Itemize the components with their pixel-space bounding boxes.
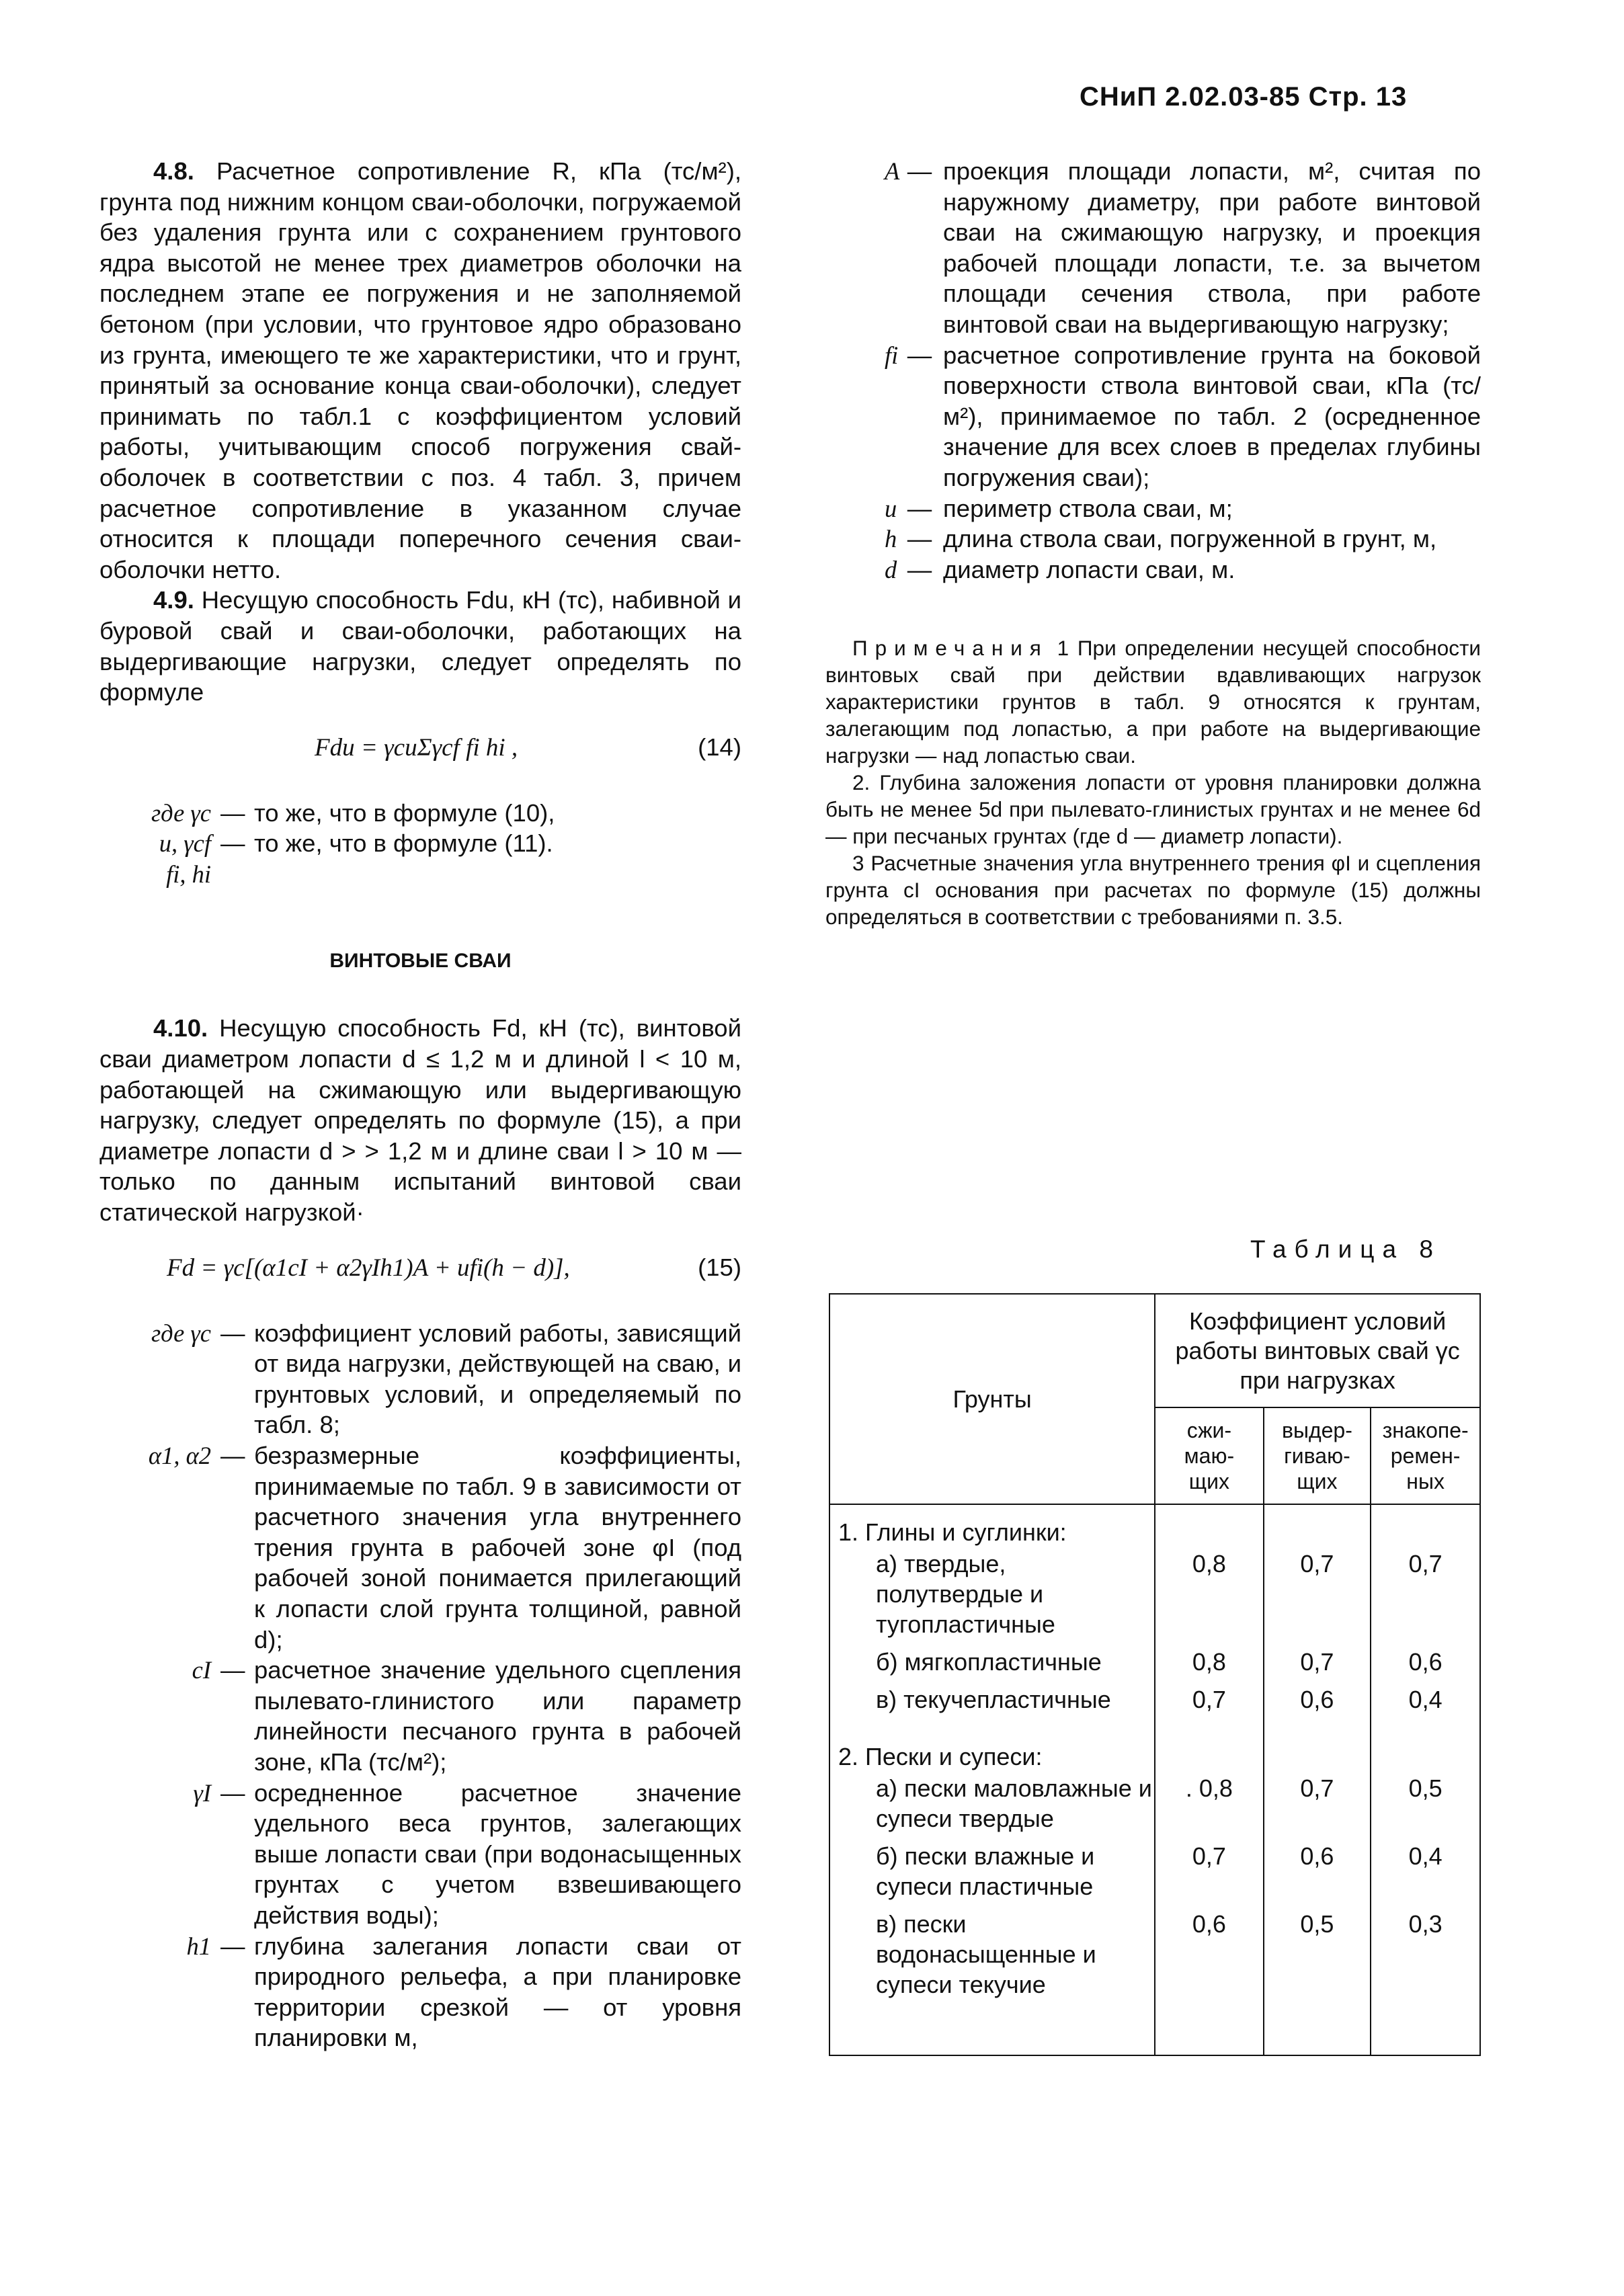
formula-expression: Fd = γc[(α1cI + α2γIh1)A + ufi(h − d)], [167,1254,570,1282]
formula-15 [99,1254,741,1294]
subheader-compressive: сжи- маю- щих [1155,1407,1263,1504]
definition-row [825,555,1481,585]
definition-row [99,828,741,859]
definition-text: безразмерные коэффициенты, принимаемые по табл. 9 в зависимости от расчетного значения угла внутреннего трения грунта в рабочей зоне φI (под рабочей зоной понимается прилегающий к лопасти слой грунта толщиной, равной d); [254,1442,741,1653]
empty-cell [1264,2006,1371,2055]
coefficient-value: 0,6 [1371,1646,1480,1684]
clause-number: 4.9. [153,586,194,614]
table-row [829,1840,1480,1908]
definition-symbol: u [885,494,897,522]
table-spacer [829,1721,1480,1741]
note-3: 3 Расчетные значения угла внутреннего трения φI и сцепления грунта cI основания при расчетах по формуле (15) должны определяться в соответствии с требованиями п. 3.5. [825,851,1481,930]
coefficient-value: 0,5 [1264,1908,1371,2006]
paragraph-4-9 [99,585,741,707]
definition-text: диаметр лопасти сваи, м. [943,555,1235,583]
definition-symbol: u, γcf [159,829,211,858]
soil-type: в) текучепластичные [876,1686,1111,1713]
definition-dash: — [907,157,932,185]
row-label [829,1908,1155,2006]
soil-type: б) мягкопластичные [876,1648,1102,1676]
definition-dash: — [907,341,932,369]
empty-cell [829,2006,1155,2055]
table-body [829,1504,1480,2055]
definition-text: коэффициент условий работы, зависящий от вида нагрузки, действующей на сваю, и грунтовых условий, и определяемый по табл. 8; [254,1319,741,1439]
empty-cell [1264,1504,1371,1548]
empty-cell [1264,1741,1371,1772]
subheader-pullout: выдер- гиваю- щих [1264,1407,1371,1504]
definition-row [99,1440,741,1655]
definition-row [99,1318,741,1440]
definition-text: длина ствола сваи, погруженной в грунт, м, [943,525,1437,553]
definition-dash: — [220,1932,245,1960]
table-spacer [829,2006,1480,2055]
row-label [829,1772,1155,1840]
notes [825,634,1481,930]
coefficient-value: 0,4 [1371,1840,1480,1908]
table-row [829,1684,1480,1721]
formula-number: (14) [698,733,741,761]
paragraph-text: Расчетное сопротивление R, кПа (тс/м²), грунта под нижним концом сваи-оболочки, погружаемой без удаления грунта или с сохранением грунтового ядра высотой не менее трех диаметров оболочки на последнем этапе ее погружения и не заполняемой бетоном (при условии, что грунтовое ядро образовано из грунта, имеющего те же характеристики, что и грунт, принятый за основание конца сваи-оболочки), следует принимать по табл.1 с коэффициентом условий работы, учитывающим способ погружения свай-оболочек в соответствии с поз. 4 табл. 3, причем расчетное сопротивление в указанном случае относится к площади поперечного сечения сваи-оболочки нетто. [99,157,741,583]
table-row [829,1548,1480,1646]
empty-cell [1371,2006,1480,2055]
definition-dash: — [220,829,245,858]
definition-text: проекция площади лопасти, м², считая по наружному диаметру, при работе винтовой сваи на сжимающую нагрузку, и проекция рабочей площади лопасти, т.е. за вычетом площади сечения ствола, при работе винтовой сваи на выдергивающую нагрузку; [943,157,1481,338]
coefficient-value: 0,8 [1155,1548,1263,1646]
definition-symbol: d [885,555,897,583]
soil-type: б) пески влажные и супеси пластичные [876,1842,1095,1900]
soil-type: в) пески водонасыщенные и супеси текучие [876,1910,1096,1998]
paragraph-text: Несущую способность Fd, кН (тс), винтовой сваи диаметром лопасти d ≤ 1,2 м и длиной l < 10 м, работающей на сжимающую или выдергивающую нагрузку, следует определять по формуле (15), а при диаметре лопасти d > > 1,2 м и длине сваи l > 10 м — только по данным испытаний винтовой сваи статической нагрузкой· [99,1014,741,1227]
coefficient-value: . 0,8 [1155,1772,1263,1840]
table-group-row [829,1741,1480,1772]
coefficient-value: 0,7 [1155,1840,1263,1908]
definition-symbol: γI [193,1778,211,1807]
clause-number: 4.8. [153,157,194,185]
row-label [829,1646,1155,1684]
definition-text: расчетное сопротивление грунта на боковой поверхности ствола винтовой сваи, кПа (тс/м²), принимаемое по табл. 2 (осредненное значение для всех слоев в пределах глубины погружения сваи); [943,341,1481,491]
definition-symbol: h [885,525,897,553]
coefficient-value: 0,5 [1371,1772,1480,1840]
definition-text: периметр ствола сваи, м; [943,494,1233,522]
definition-text: то же, что в формуле (10), [254,798,555,827]
coefficient-value: 0,8 [1155,1646,1263,1684]
definition-row [99,1778,741,1931]
coefficient-value: 0,7 [1264,1548,1371,1646]
row-label [829,1840,1155,1908]
coefficient-value: 0,7 [1264,1646,1371,1684]
definition-text [254,859,741,890]
definition-symbol: cI [192,1656,211,1684]
empty-cell [1264,1721,1371,1741]
coefficient-value: 0,4 [1371,1684,1480,1721]
definition-text: расчетное значение удельного сцепления пылевато-глинистого или параметр линейности песчаного грунта в рабочей зоне, кПа (тс/м²); [254,1656,741,1776]
definition-symbol: где γc [151,1319,211,1347]
coefficient-value: 0,6 [1264,1840,1371,1908]
formula-14-definitions [99,798,741,890]
formula-expression: Fdu = γcuΣγcf fi hi , [315,733,518,762]
group-label: 1. Глины и суглинки: [829,1504,1155,1548]
column-header-coefficient: Коэффициент условий работы винтовых свай γc при нагрузках [1155,1294,1480,1407]
group-label: 2. Пески и супеси: [829,1741,1155,1772]
notes-label: Примечания [852,636,1049,661]
paragraph-4-8 [99,156,741,585]
definition-row [99,859,741,890]
empty-cell [1371,1504,1480,1548]
row-label [829,1548,1155,1646]
definition-text: глубина залегания лопасти сваи от природного рельефа, а при планировке территории срезкой — от уровня планировки м, [254,1932,741,2052]
table-row [829,1772,1480,1840]
section-title: ВИНТОВЫЕ СВАИ [329,950,512,973]
column-header-soil: Грунты [829,1294,1155,1504]
coefficient-value: 0,7 [1371,1548,1480,1646]
note-text: 1 При определении несущей способности винтовых свай при действии вдавливающих нагрузок характеристики грунтов в табл. 9 относятся к грунтам, залегающим под лопастью, а при работе на выдергивающие нагрузки — над лопастью сваи. [825,636,1481,768]
definition-dash: — [907,525,932,553]
definition-dash: — [220,1778,245,1807]
note-1 [825,634,1481,769]
definition-row [99,1655,741,1777]
soil-type: а) твердые, полутвердые и тугопластичные [876,1550,1055,1638]
definition-row [825,524,1481,555]
definition-row [825,493,1481,524]
empty-cell [1371,1741,1480,1772]
soil-type: а) пески маловлажные и супеси твердые [876,1774,1152,1832]
coefficient-value: 0,6 [1155,1908,1263,2006]
definition-row [99,1931,741,2053]
table-8 [829,1293,1481,2056]
subheader-alternating: знакопе- ремен- ных [1371,1407,1480,1504]
empty-cell [1155,1504,1263,1548]
definition-dash: — [220,798,245,827]
definition-row [825,340,1481,493]
table-row [829,1646,1480,1684]
definition-dash: — [220,1442,245,1469]
paragraph-text: Несущую способность Fdu, кН (тс), набивной и буровой свай и сваи-оболочки, работающих на выдергивающие нагрузки, следует определять по формуле [99,586,741,706]
formula-15-definitions-cont [825,156,1481,585]
definition-dash [220,859,254,890]
clause-number: 4.10. [153,1014,208,1042]
table-group-row [829,1504,1480,1548]
right-column [825,156,1481,930]
left-column [99,156,741,2053]
paragraph-4-10 [99,1013,741,1227]
formula-number: (15) [698,1253,741,1281]
definition-symbol: fi [885,341,899,369]
definition-row [99,798,741,829]
table-row [829,1908,1480,2006]
coefficient-value: 0,7 [1264,1772,1371,1840]
page-header: СНиП 2.02.03-85 Стр. 13 [1080,82,1408,112]
formula-15-definitions [99,1318,741,2053]
coefficient-value: 0,6 [1264,1684,1371,1721]
definition-text: то же, что в формуле (11). [254,829,553,858]
empty-cell [1155,1721,1263,1741]
empty-cell [829,1721,1155,1741]
coefficient-value: 0,3 [1371,1908,1480,2006]
definition-symbol: где γc [151,798,211,827]
note-2: 2. Глубина заложения лопасти от уровня планировки должна быть не менее 5d при пылевато-глинистых грунтах и не менее 6d — при песчаных грунтах (где d — диаметр лопасти). [825,770,1481,849]
definition-dash: — [907,494,932,522]
definition-symbol: h1 [186,1932,211,1960]
empty-cell [1155,1741,1263,1772]
empty-cell [1155,2006,1263,2055]
definition-dash: — [220,1319,245,1347]
definition-row [825,156,1481,340]
definition-dash: — [220,1656,245,1684]
definition-text: осредненное расчетное значение удельного веса грунтов, залегающих выше лопасти сваи (при водонасыщенных грунтах с учетом взвешивающего действия воды); [254,1778,741,1929]
definition-symbol: α1, α2 [148,1442,211,1469]
row-label [829,1684,1155,1721]
definition-symbol: A [885,157,900,185]
empty-cell [1371,1721,1480,1741]
definition-dash: — [907,555,932,583]
table-caption: Таблица 8 [1250,1235,1441,1263]
formula-14 [99,733,741,774]
definition-symbol: fi, hi [166,860,211,888]
coefficient-value: 0,7 [1155,1684,1263,1721]
